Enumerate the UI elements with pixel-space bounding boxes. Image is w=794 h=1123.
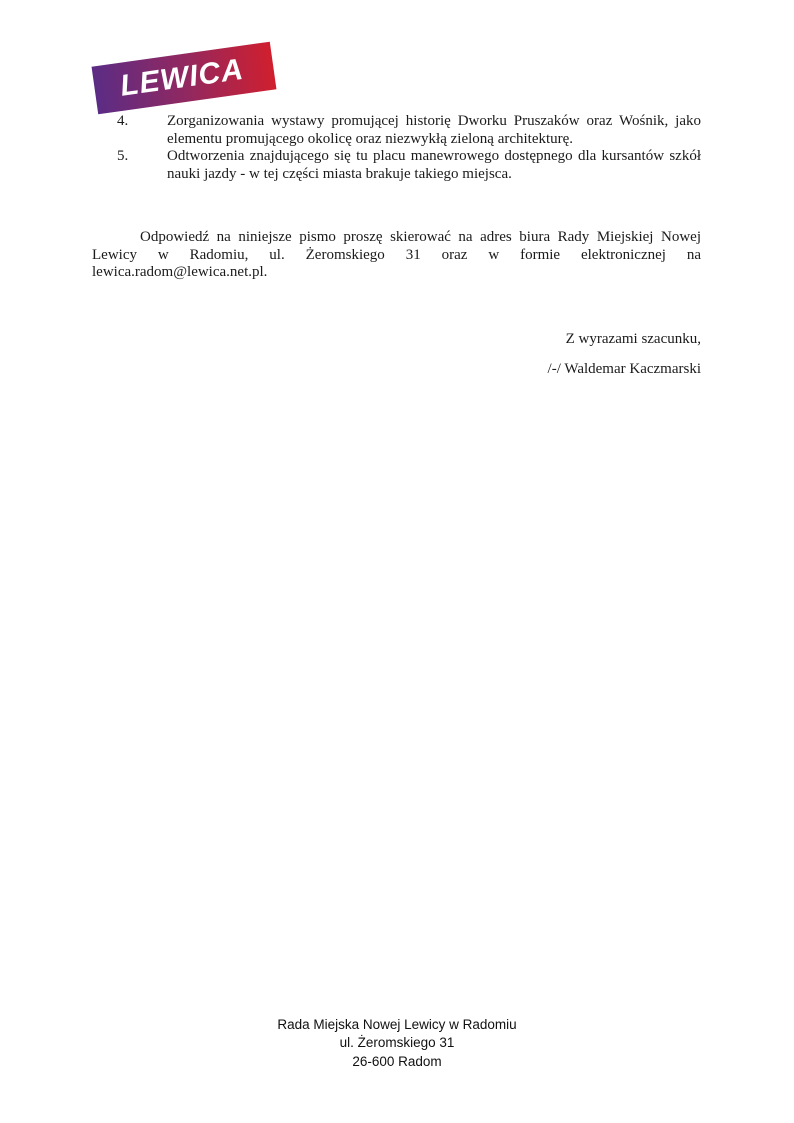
list-item-line: nauki jazdy - w tej części miasta brakuje takiego miejsca. <box>167 166 512 183</box>
numbered-list <box>92 113 701 184</box>
paragraph-line: lewica.radom@lewica.net.pl. <box>92 264 268 281</box>
list-item-line: Zorganizowania wystawy promującej historię Dworku Pruszaków oraz Wośnik, jako <box>167 113 701 129</box>
lewica-logo-text: LEWICA <box>118 52 246 103</box>
list-item <box>92 148 701 183</box>
list-item <box>92 113 701 148</box>
body-paragraph <box>92 229 701 282</box>
paragraph-line: Lewicy w Radomiu, ul. Żeromskiego 31 oraz w formie elektronicznej na <box>92 246 701 263</box>
list-item-number: 5. <box>117 148 129 165</box>
list-item-line: elementu promującego okolicę oraz niezwykłą zieloną architekturę. <box>167 130 574 147</box>
list-item-text <box>167 148 701 183</box>
list-item-line: Odtworzenia znajdującego się tu placu manewrowego dostępnego dla kursantów szkół <box>167 148 701 165</box>
footer-address <box>0 1016 794 1071</box>
lewica-logo <box>92 42 277 115</box>
footer-line: ul. Żeromskiego 31 <box>339 1035 455 1051</box>
closing-signature: /-/ Waldemar Kaczmarski <box>547 361 701 377</box>
paragraph-line: Odpowiedź na niniejsze pismo proszę skierować na adres biura Rady Miejskiej Nowej <box>140 229 701 245</box>
closing-salutation: Z wyrazami szacunku, <box>565 331 701 347</box>
footer-line: 26-600 Radom <box>352 1053 442 1069</box>
footer-line: Rada Miejska Nowej Lewicy w Radomiu <box>277 1017 517 1032</box>
list-item-text <box>167 113 701 148</box>
list-item-number: 4. <box>117 113 129 129</box>
